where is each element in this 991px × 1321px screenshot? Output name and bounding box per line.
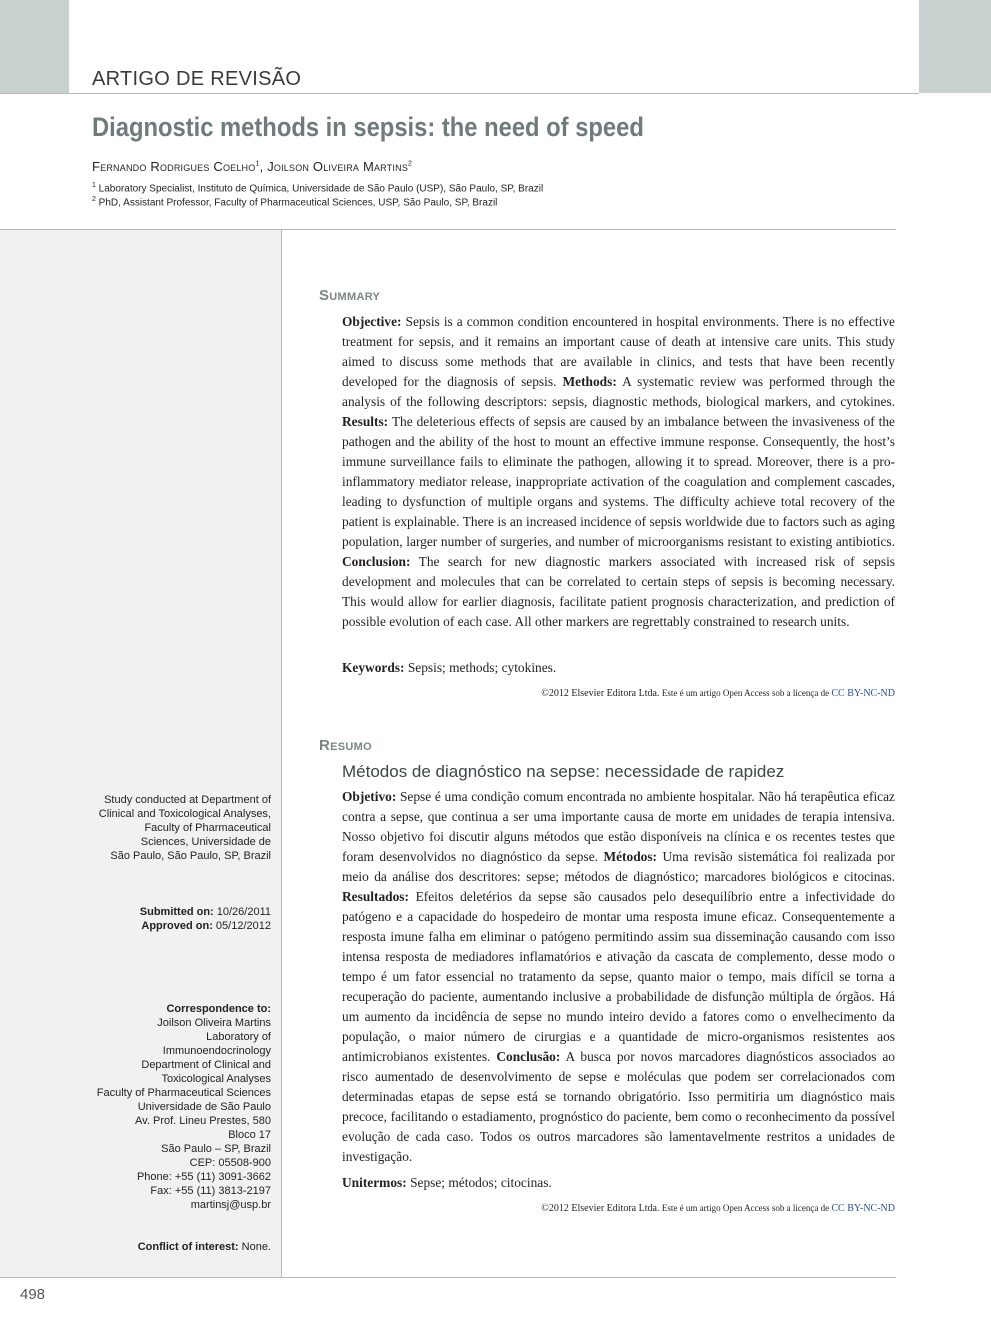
conclusao-label: Conclusão: (496, 1049, 561, 1064)
unitermos-label: Unitermos: (342, 1175, 407, 1190)
header-bar-right (919, 0, 991, 93)
correspondence-line: São Paulo – SP, Brazil (161, 1143, 271, 1155)
coi-label: Conflict of interest: (137, 1241, 239, 1253)
affiliation-2-text: PhD, Assistant Professor, Faculty of Pharmaceutical Sciences, USP, São Paulo, SP, Brazil (95, 197, 498, 209)
copyright-text: ©2012 Elsevier Editora Ltda. (541, 688, 662, 699)
correspondence-line: Laboratory of (206, 1031, 271, 1043)
author-1: Fernando Rodrigues Coelho (92, 159, 256, 174)
portuguese-title: Métodos de diagnóstico na sepse: necessidade de rapidez (342, 762, 785, 781)
author-2: Joilson Oliveira Martins (267, 159, 409, 174)
affiliation-1-text: Laboratory Specialist, Instituto de Química, Universidade de São Paulo (USP), São Paulo, SP, Brazil (95, 183, 544, 195)
article-title: Diagnostic methods in sepsis: the need of speed (92, 112, 644, 142)
objetivo-label: Objetivo: (342, 789, 397, 804)
unitermos-text: Sepse; métodos; citocinas. (406, 1175, 552, 1190)
results-text: The deleterious effects of sepsis are caused by an imbalance between the invasiveness of the pathogen and the ability of the host to mount an effective immune response. Consequently, the host’s immune surveillance fails to eliminate the pathogen, allowing it to spread. Moreover, there is a pro-inflammatory mediator release, inappropriate activation of the coagulation and complement cascades, leading to dysfunction of multiple organs and systems. The difficulty achieve total recovery of the patient is explainable. There is an increased incidence of sepsis worldwide due to factors such as aging population, larger number of surgeries, and number of microorganisms resistant to existing antibiotics. (342, 414, 895, 549)
submitted-label: Submitted on: (139, 906, 214, 918)
conclusao-text: A busca por novos marcadores diagnósticos associados ao risco aumentado de desenvolvimento de sepse e moléculas que podem ser correlacionados com determinadas etapas de sepse está se tornando obrigatório. Isso permitiria um diagnóstico mais precoce, facilitando o estadiamento, prognóstico do paciente, bem como o reconhecimento da possível evolução de cada caso. Todos os outros marcadores são lamentavelmente restritos a unidades de investigação. (342, 1049, 895, 1164)
license-text-pt: Este é um artigo Open Access sob a licença de (661, 1203, 832, 1213)
correspondence-line: Faculty of Pharmaceutical Sciences (96, 1087, 271, 1099)
summary-heading: Summary (319, 287, 381, 304)
correspondence-line: Bloco 17 (228, 1129, 271, 1141)
study-line: Study conducted at Department of (104, 794, 271, 806)
coi-text: None. (238, 1241, 271, 1253)
metodos-label: Métodos: (603, 849, 658, 864)
content-divider-bottom (0, 1277, 896, 1278)
correspondence-line: Av. Prof. Lineu Prestes, 580 (135, 1115, 271, 1127)
correspondence-line: Toxicological Analyses (161, 1073, 271, 1085)
objective-label: Objective: (342, 314, 402, 329)
content-divider-top (0, 229, 896, 230)
affiliation-1-sup: 1 (92, 182, 96, 189)
correspondence-info (80, 1002, 271, 1212)
results-label: Results: (342, 414, 389, 429)
resumo-copyright (342, 1203, 895, 1214)
header-bar-left (0, 0, 69, 93)
methods-label: Methods: (562, 374, 617, 389)
license-text: Este é um artigo Open Access sob a licença de (661, 688, 832, 698)
conclusion-label: Conclusion: (342, 554, 411, 569)
resumo-heading: Resumo (319, 737, 372, 754)
correspondence-line: Fax: +55 (11) 3813-2197 (150, 1185, 271, 1197)
submitted-date: 10/26/2011 (213, 906, 271, 918)
correspondence-line: Universidade de São Paulo (137, 1101, 271, 1113)
approved-date: 05/12/2012 (212, 920, 271, 932)
keywords-text: Sepsis; methods; cytokines. (404, 660, 557, 675)
license-link[interactable]: CC BY-NC-ND (831, 688, 895, 699)
resumo-abstract (342, 787, 895, 1167)
resultados-text: Efeitos deletérios da sepse são causados pelo desequilíbrio entre a infectividade do patógeno e a capacidade do hospedeiro de montar uma resposta imune eficaz. Consequentemente a resposta imune falha em eliminar o patógeno permitindo assim sua disseminação causando com isso intensa resposta de mediadores inflamatórios e ativação da cascata de complemento, desse modo o tempo é um fator essencial no tratamento da sepse, quanto maior o tempo, mais difícil se torna a recuperação do paciente, aumentando inclusive a probabilidade de disfunção múltipla de órgãos. Há um aumento da incidência de sepse no mundo inteiro devido a fatores como o envelhecimento da população, o maior número de cirurgias e a quantidade de micro-organismos resistentes aos antimicrobianos existentes. (342, 889, 895, 1064)
approved-label: Approved on: (141, 920, 213, 932)
header-divider (0, 93, 919, 94)
study-line: Faculty of Pharmaceutical (144, 822, 271, 834)
keywords-label: Keywords: (342, 660, 405, 675)
study-info (80, 793, 271, 863)
study-line: São Paulo, São Paulo, SP, Brazil (110, 850, 271, 862)
unitermos (342, 1175, 895, 1191)
affiliation-2-sup: 2 (92, 196, 96, 203)
author-1-sup: 1 (255, 160, 260, 168)
summary-copyright (342, 688, 895, 699)
correspondence-line: Immunoendocrinology (162, 1045, 271, 1057)
study-line: Sciences, Universidade de (140, 836, 271, 848)
authors (92, 159, 412, 174)
correspondence-line: CEP: 05508-900 (189, 1157, 271, 1169)
summary-abstract (342, 312, 895, 632)
conclusion-text: The search for new diagnostic markers associated with increased risk of sepsis development and molecules that can be correlated to certain steps of sepsis is becoming necessary. This would allow for earlier diagnosis, facilitate patient prognosis characterization, and prediction of possible evolution of each case. All other markers are regrettably constrained to research units. (342, 554, 895, 629)
author-2-sup: 2 (408, 160, 413, 168)
page-number: 498 (20, 1286, 46, 1303)
correspondence-email[interactable]: martinsj@usp.br (190, 1199, 271, 1211)
approved (80, 919, 271, 933)
section-label: ARTIGO DE REVISÃO (92, 68, 302, 90)
copyright-text-pt: ©2012 Elsevier Editora Ltda. (541, 1203, 662, 1214)
affiliation-1 (92, 182, 543, 194)
keywords (342, 660, 895, 676)
submitted (80, 905, 271, 919)
conflict-of-interest (80, 1240, 271, 1254)
objective-text: Sepsis is a common condition encountered in hospital environments. There is no effective treatment for sepsis, and it remains an important cause of death at intensive care units. This study aimed to discuss some methods that are available in clinics, and tests that have been recently developed for the diagnosis of sepsis. (342, 314, 895, 389)
correspondence-line: Department of Clinical and (141, 1059, 271, 1071)
column-divider (281, 229, 282, 1277)
correspondence-label: Correspondence to: (166, 1003, 271, 1015)
metodos-text: Uma revisão sistemática foi realizada por meio da análise dos descritores: sepse; métodos de diagnóstico; marcadores biológicos e citocinas. (342, 849, 895, 884)
resultados-label: Resultados: (342, 889, 409, 904)
license-link-pt[interactable]: CC BY-NC-ND (831, 1203, 895, 1214)
correspondence-line: Joilson Oliveira Martins (157, 1017, 271, 1029)
affiliation-2 (92, 196, 497, 208)
study-line: Clinical and Toxicological Analyses, (98, 808, 271, 820)
author-separator: , (259, 159, 268, 174)
methods-text: A systematic review was performed through the analysis of the following descriptors: sepsis, diagnostic methods, biological markers, and cytokines. (342, 374, 896, 409)
objetivo-text: Sepse é uma condição comum encontrada no ambiente hospitalar. Não há terapêutica eficaz contra a sepse, que continua a ser uma importante causa de morte em unidades de terapia intensiva. Nosso objetivo foi discutir alguns métodos que estão disponíveis na clínica e os recentes testes que foram desenvolvidos no diagnóstico da sepse. (342, 789, 895, 864)
correspondence-line: Phone: +55 (11) 3091-3662 (136, 1171, 271, 1183)
dates-info (80, 905, 271, 933)
